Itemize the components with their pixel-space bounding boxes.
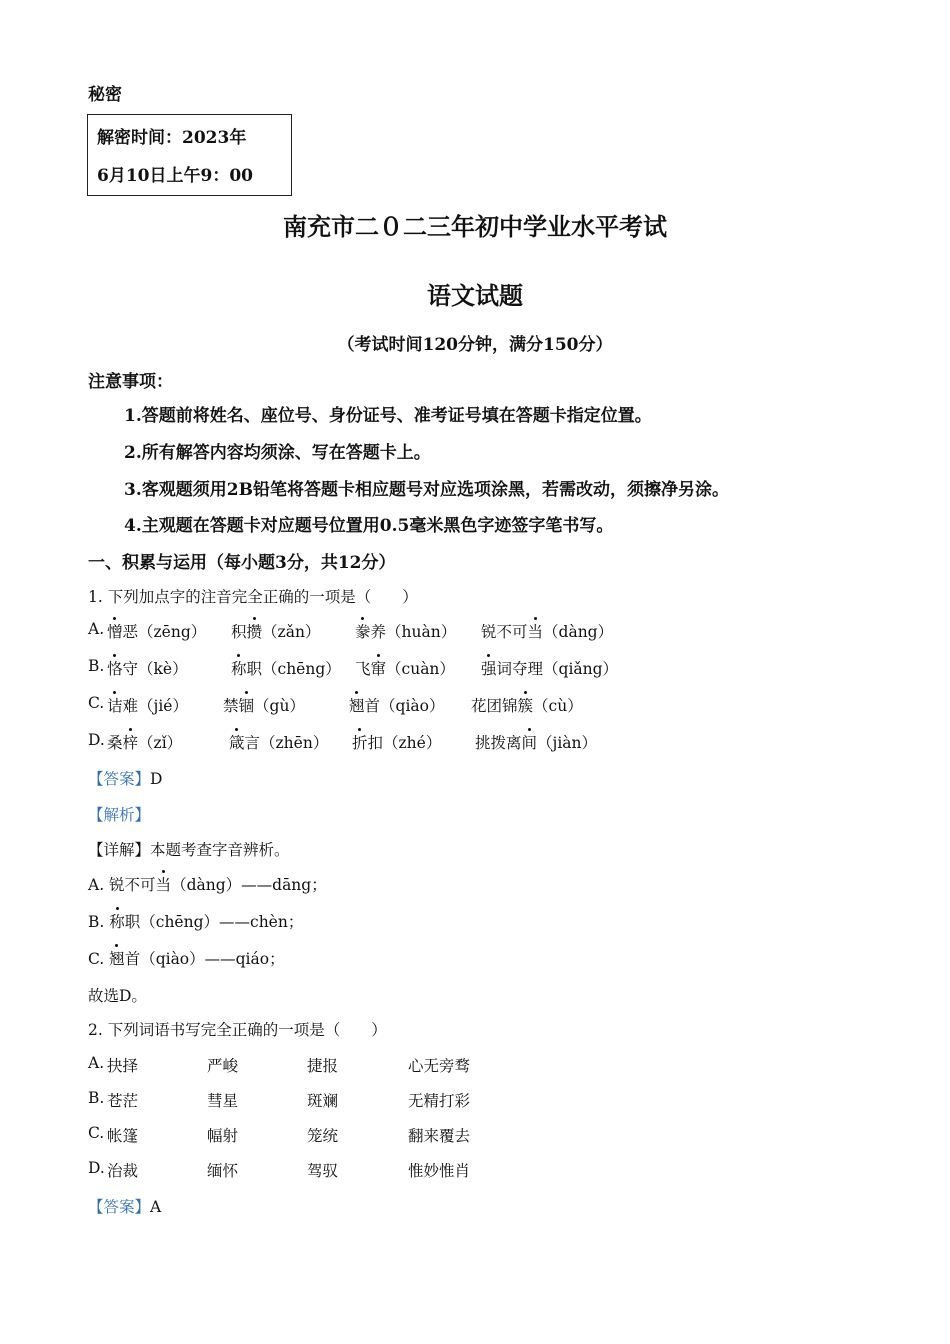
conclusion: 故选D。 [88,987,147,1005]
option-word: 缅怀 [207,1162,239,1180]
option-word: 驾驭 [307,1162,339,1180]
notice-item: 1.答题前将姓名、座位号、身份证号、准考证号填在答题卡指定位置。 [124,406,652,426]
option-letter: C. [88,694,105,712]
option-item: 强词夺理（qiǎng） [481,657,618,679]
subject-title: 语文试题 [427,281,523,310]
option-word: 斑斓 [307,1092,339,1110]
option-letter: B. [88,1089,105,1107]
question-1-answer [88,767,162,789]
option-item: 诘难（jié） [107,694,188,716]
notice-heading: 注意事项： [88,372,173,392]
answer-label: 【答案】 [88,770,151,788]
secret-label: 秘密 [88,85,122,105]
option-item: 翘首（qiào） [349,694,444,716]
option-word: 帐篷 [107,1127,139,1145]
option-item: 积攒（zǎn） [231,620,320,642]
option-item: 恪守（kè） [107,657,188,679]
notice-item: 4.主观题在答题卡对应题号位置用0.5毫米黑色字迹签字笔书写。 [124,516,614,536]
option-word: 心无旁骛 [408,1057,471,1075]
option-word: 彗星 [207,1092,239,1110]
option-word: 苍茫 [107,1092,139,1110]
option-letter: B. [88,657,105,675]
option-item: 锐不可当（dàng） [481,620,613,642]
option-item: 飞窜（cuàn） [355,657,455,679]
notice-item: 3.客观题须用2B铅笔将答题卡相应题号对应选项涂黑，若需改动，须擦净另涂。 [124,480,729,500]
option-letter: A. [88,1054,105,1072]
option-letter: A. [88,620,105,638]
option-letter: D. [88,731,105,749]
option-word: 翻来覆去 [408,1127,471,1145]
analysis-fix: C. 翘首（qiào）——qiáo； [88,947,285,969]
option-item: 豢养（huàn） [355,620,456,642]
option-word: 无精打彩 [408,1092,471,1110]
notice-item: 2.所有解答内容均须涂、写在答题卡上。 [124,443,431,463]
analysis-label: 【解析】 [88,806,151,824]
section-title: 一、积累与运用（每小题3分，共12分） [88,553,396,573]
option-word: 捷报 [307,1057,339,1075]
exam-title: 南充市二０二三年初中学业水平考试 [283,212,667,241]
question-1-stem: 1. 下列加点字的注音完全正确的一项是（ ） [88,588,418,606]
option-item: 称职（chēng） [231,657,341,679]
answer-value: D [150,770,163,788]
option-word: 幅射 [207,1127,239,1145]
decrypt-time-box [87,114,292,196]
option-item: 禁锢（gù） [223,694,305,716]
option-item: 憎恶（zēng） [107,620,206,642]
option-item: 折扣（zhé） [352,731,441,753]
option-item: 挑拨离间（jiàn） [475,731,597,753]
question-2-stem: 2. 下列词语书写完全正确的一项是（ ） [88,1021,387,1039]
exam-duration: （考试时间120分钟，满分150分） [337,335,613,355]
option-word: 治裁 [107,1162,139,1180]
analysis-fix: A. 锐不可当（dàng）——dāng； [88,873,327,895]
answer-value: A [150,1198,162,1216]
option-letter: C. [88,1124,105,1142]
decrypt-time-line2: 6月10日上午9：00 [97,166,253,186]
option-word: 笼统 [307,1127,339,1145]
decrypt-time-line1: 解密时间：2023年 [97,128,247,148]
detail-label: 【详解】 [88,841,151,859]
option-word: 抉择 [107,1057,139,1075]
analysis-fix: B. 称职（chēng）——chèn； [88,910,303,932]
detail-line: 【详解】本题考查字音辨析。 [88,841,290,859]
answer-label: 【答案】 [88,1198,151,1216]
option-item: 箴言（zhēn） [229,731,328,753]
option-word: 惟妙惟肖 [408,1162,471,1180]
option-word: 严峻 [207,1057,239,1075]
option-item: 花团锦簇（cù） [471,694,583,716]
option-letter: D. [88,1159,105,1177]
question-2-answer [88,1195,161,1217]
option-item: 桑梓（zǐ） [107,731,182,753]
